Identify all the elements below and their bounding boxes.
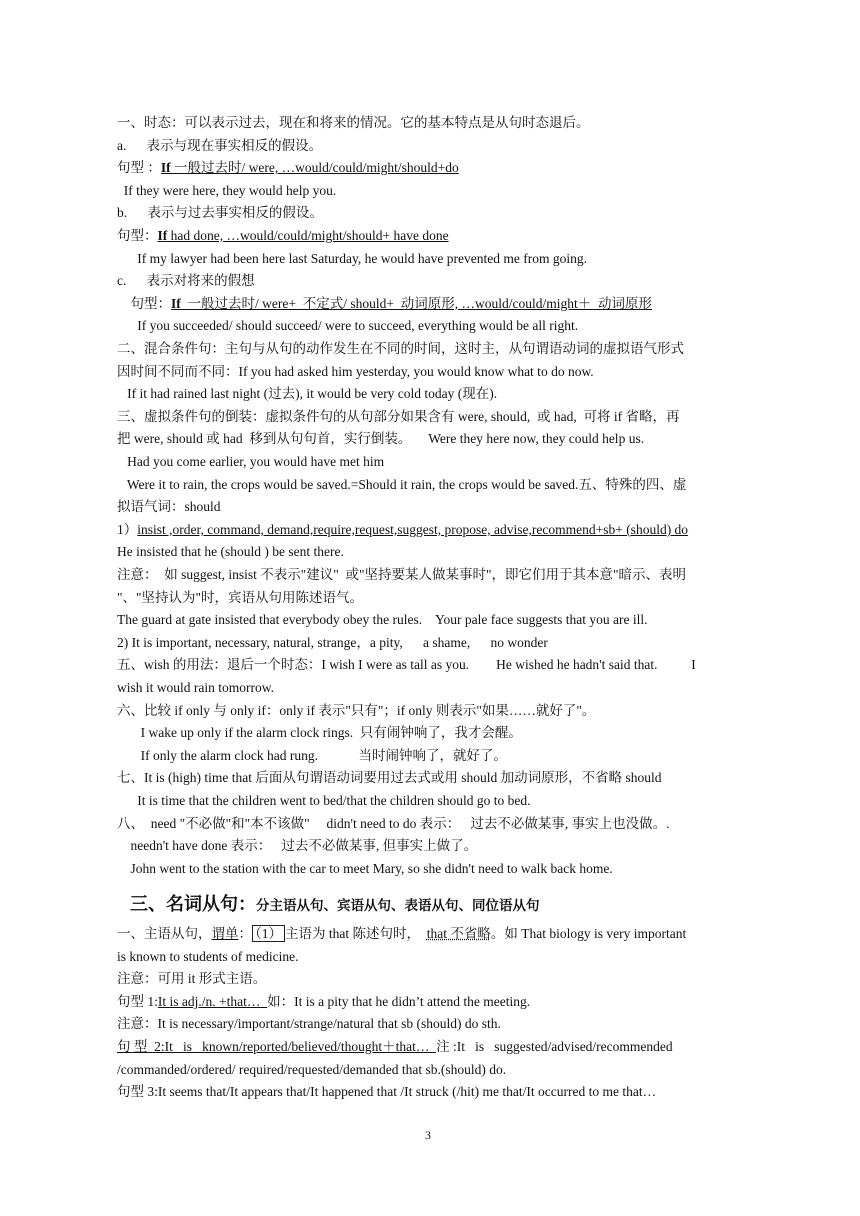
text-line: I wake up only if the alarm clock rings. 只有闹钟响了，我才会醒。 — [117, 725, 522, 741]
text-run: 。如 That biology is very important — [490, 926, 687, 941]
text-line: If they were here, they would help you. — [117, 182, 337, 198]
text-run: If — [157, 228, 168, 243]
text-run: ： — [238, 926, 252, 941]
text-line: If you succeeded/ should succeed/ were to succeed, everything would be all right. — [117, 318, 579, 334]
text-line: a. 表示与现在事实相反的假设。 — [117, 137, 323, 153]
text-line — [117, 521, 688, 539]
text-line: "、"坚持认为"时，宾语从句用陈述语气。 — [117, 589, 364, 605]
text-line: It is time that the children went to bed/that the children should go to bed. — [117, 793, 531, 808]
text-run: 一般过去时/ were+ 不定式/ should+ 动词原形, …would/could/might＋ 动词原形 — [180, 295, 652, 311]
text-run: 一般过去时/ were, …would/could/might/should+do — [170, 160, 459, 176]
text-line: 拟语气词：should — [117, 499, 221, 515]
text-run: 句型 1: — [117, 993, 158, 1009]
text-line: He insisted that he (should ) be sent there. — [117, 544, 344, 560]
text-run: If — [171, 295, 181, 311]
text-line: 五、wish 的用法：退后一个时态：I wish I were as tall as you. He wished he hadn't said that. I — [117, 657, 696, 673]
text-run: It is adj./n. +that… — [157, 993, 268, 1009]
text-line: 六、比较 if only 与 only if：only if 表示"只有"；if only 则表示"如果……就好了"。 — [117, 702, 596, 718]
text-line: 三、虚拟条件句的倒装：虚拟条件句的从句部分如果含有 were, should, 或 had, 可将 if 省略，再 — [117, 408, 680, 424]
text-line: 注意：可用 it 形式主语。 — [117, 971, 267, 987]
text-run: 句型： — [117, 228, 158, 243]
text-line: John went to the station with the car to meet Mary, so she didn't need to walk back home. — [117, 860, 613, 876]
page-number: 3 — [425, 1128, 431, 1142]
text-line: 一、时态：可以表示过去，现在和将来的情况。它的基本特点是从句时态退后。 — [117, 115, 590, 130]
text-line: 二、混合条件句：主句与从句的动作发生在不同的时间，这时主，从句谓语动词的虚拟语气形式 — [117, 341, 684, 356]
text-run: （1） — [252, 925, 285, 942]
text-line: /commanded/ordered/ required/requested/demanded that sb.(should) do. — [117, 1061, 507, 1077]
text-line — [117, 993, 530, 1011]
text-run: If — [160, 160, 171, 176]
text-run: that 不省略 — [426, 926, 491, 941]
text-run: 句 型 2:It is known/reported/believed/thought＋that… — [117, 1039, 437, 1054]
text-run: 1） — [117, 521, 138, 537]
text-line: Were it to rain, the crops would be saved.=Should it rain, the crops would be saved.五、特殊的四、虚 — [117, 476, 687, 492]
text-line — [117, 1038, 673, 1056]
text-run: 句型： — [117, 295, 171, 311]
text-line: If my lawyer had been here last Saturday, he would have prevented me from going. — [117, 250, 587, 266]
text-line: c. 表示对将来的假想 — [117, 273, 255, 289]
text-line: 注意：It is necessary/important/strange/natural that sb (should) do sth. — [117, 1016, 501, 1032]
text-line: needn't have done 表示： 过去不必做某事, 但事实上做了。 — [117, 838, 478, 854]
text-run: insist ,order, command, demand,require,request,suggest, propose, advise,recommend+sb+ (should) do — [137, 521, 689, 537]
text-run: 注 :It is suggested/advised/recommended — [436, 1039, 673, 1054]
text-line: 八、 need "不必做"和"本不该做" didn't need to do 表示： 过去不必做某事, 事实上也没做。. — [117, 815, 670, 831]
text-line: Had you come earlier, you would have met him — [117, 454, 385, 469]
text-line: b. 表示与过去事实相反的假设。 — [117, 205, 323, 221]
text-line — [117, 925, 686, 943]
text-run: had done, …would/could/might/should+ have done — [167, 228, 449, 243]
text-run: 如：It is a pity that he didn’t attend the meeting. — [267, 993, 531, 1009]
text-line: 七、It is (high) time that 后面从句谓语动词要用过去式或用 should 加动词原形，不省略 should — [117, 770, 662, 786]
text-line: wish it would rain tomorrow. — [117, 680, 274, 695]
text-line — [117, 227, 449, 245]
text-line: 句型 3:It seems that/It appears that/It happened that /It struck (/hit) me that/It occurred to me that… — [117, 1084, 657, 1100]
text-line: If only the alarm clock had rung. 当时闹钟响了，就好了。 — [117, 747, 507, 763]
text-run: 谓单 — [211, 926, 239, 941]
text-line: The guard at gate insisted that everybody obey the rules. Your pale face suggests that you are ill. — [117, 612, 648, 628]
text-run: 分主语从句、宾语从句、表语从句、同位语从句 — [256, 898, 540, 914]
text-line: 把 were, should 或 had 移到从句句首，实行倒装。 Were they here now, they could help us. — [117, 431, 645, 447]
text-line: 因时间不同而不同：If you had asked him yesterday, you would know what to do now. — [117, 363, 594, 379]
text-run: 句型 ： — [117, 160, 161, 176]
text-run: 三、名词从句： — [130, 894, 256, 915]
text-line: 注意： 如 suggest, insist 不表示"建议" 或"坚持要某人做某事时"，即它们用于其本意"暗示、表明 — [117, 567, 687, 582]
text-run: 一、主语从句， — [117, 926, 212, 941]
section-heading — [130, 890, 540, 916]
text-line: is known to students of medicine. — [117, 948, 299, 964]
text-line — [117, 295, 652, 313]
text-line — [117, 159, 459, 177]
text-run: 主语为 that 陈述句时， — [285, 926, 427, 941]
text-line: If it had rained last night (过去), it would be very cold today (现在). — [117, 386, 498, 402]
text-line: 2) It is important, necessary, natural, strange，a pity, a shame, no wonder — [117, 634, 548, 650]
